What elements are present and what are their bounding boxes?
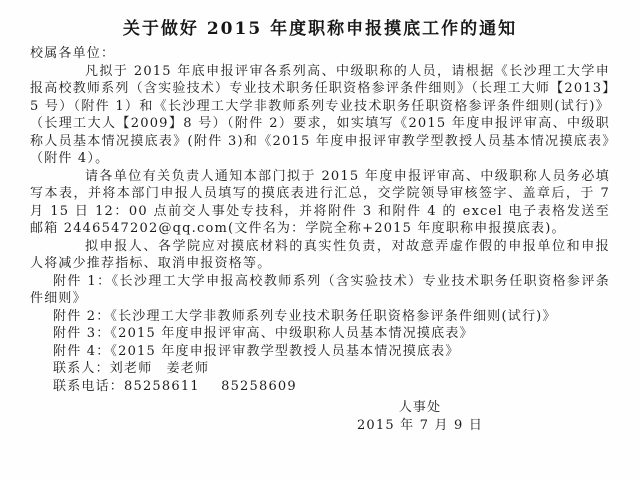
salutation: 校属各单位：: [30, 46, 116, 61]
paragraph-submission-deadline: 请各单位有关负责人通知本部门拟于 2015 年度申报评审高、中级职称人员务必填写本表，并将本部门申报人员填写的摸底表进行汇总，交学院领导审核签字、盖章后，于 7 月 15 日 12：00 点前交人事处专技科，并将附件 3 和附件 4 的 excel 电子表格发送至邮箱 2446547202@qq.com(文件名为：学院全称+2015 年度职称申报摸底表)。: [30, 168, 616, 236]
signature-date: 2015 年 7 月 9 日: [356, 417, 484, 433]
contact-person-line: 联系人：刘老师 姜老师: [53, 361, 210, 376]
attachment-item-2: 附件 2：《长沙理工大学非教师系列专业技术职务任职资格参评条件细则(试行)》: [53, 308, 557, 324]
paragraph-requirements: 凡拟于 2015 年底申报评审各系列高、中级职称的人员，请根据《长沙理工大学申报高校教师系列（含实验技术）专业技术职务任职资格参评条件细则》（长理工大师【2013】5 号）（附件 1）和《长沙理工大学非教师系列专业技术职务任职资格参评条件细则(试行)》（长理工大人【2009】8 号）（附件 2）要求，如实填写《2015 年度申报评审高、中级职称人员基本情况摸底表》(附件 3)和《2015 年度申报评审教学型教授人员基本情况摸底表》（附件 4）。: [30, 63, 610, 166]
attachment-item-1: 附件 1：《长沙理工大学申报高校教师系列（含实验技术）专业技术职务任职资格参评条件细则》: [30, 273, 610, 306]
attachment-item-3: 附件 3：《2015 年度申报评审高、中级职称人员基本情况摸底表》: [53, 326, 474, 341]
paragraph-responsibility: 拟申报人、各学院应对摸底材料的真实性负责，对故意弄虚作假的申报单位和申报人将减少推荐指标、取消申报资格等。: [30, 238, 610, 271]
contact-phone-line: 联系电话：85258611 85258609: [53, 378, 297, 394]
signature-department: 人事处: [398, 400, 442, 415]
document-title: 关于做好 2015 年度职称申报摸底工作的通知: [122, 19, 518, 39]
attachment-item-4: 附件 4：《2015 年度申报评审教学型教授人员基本情况摸底表》: [53, 343, 460, 359]
signature-block: [355, 399, 485, 434]
document-body: [30, 45, 616, 434]
